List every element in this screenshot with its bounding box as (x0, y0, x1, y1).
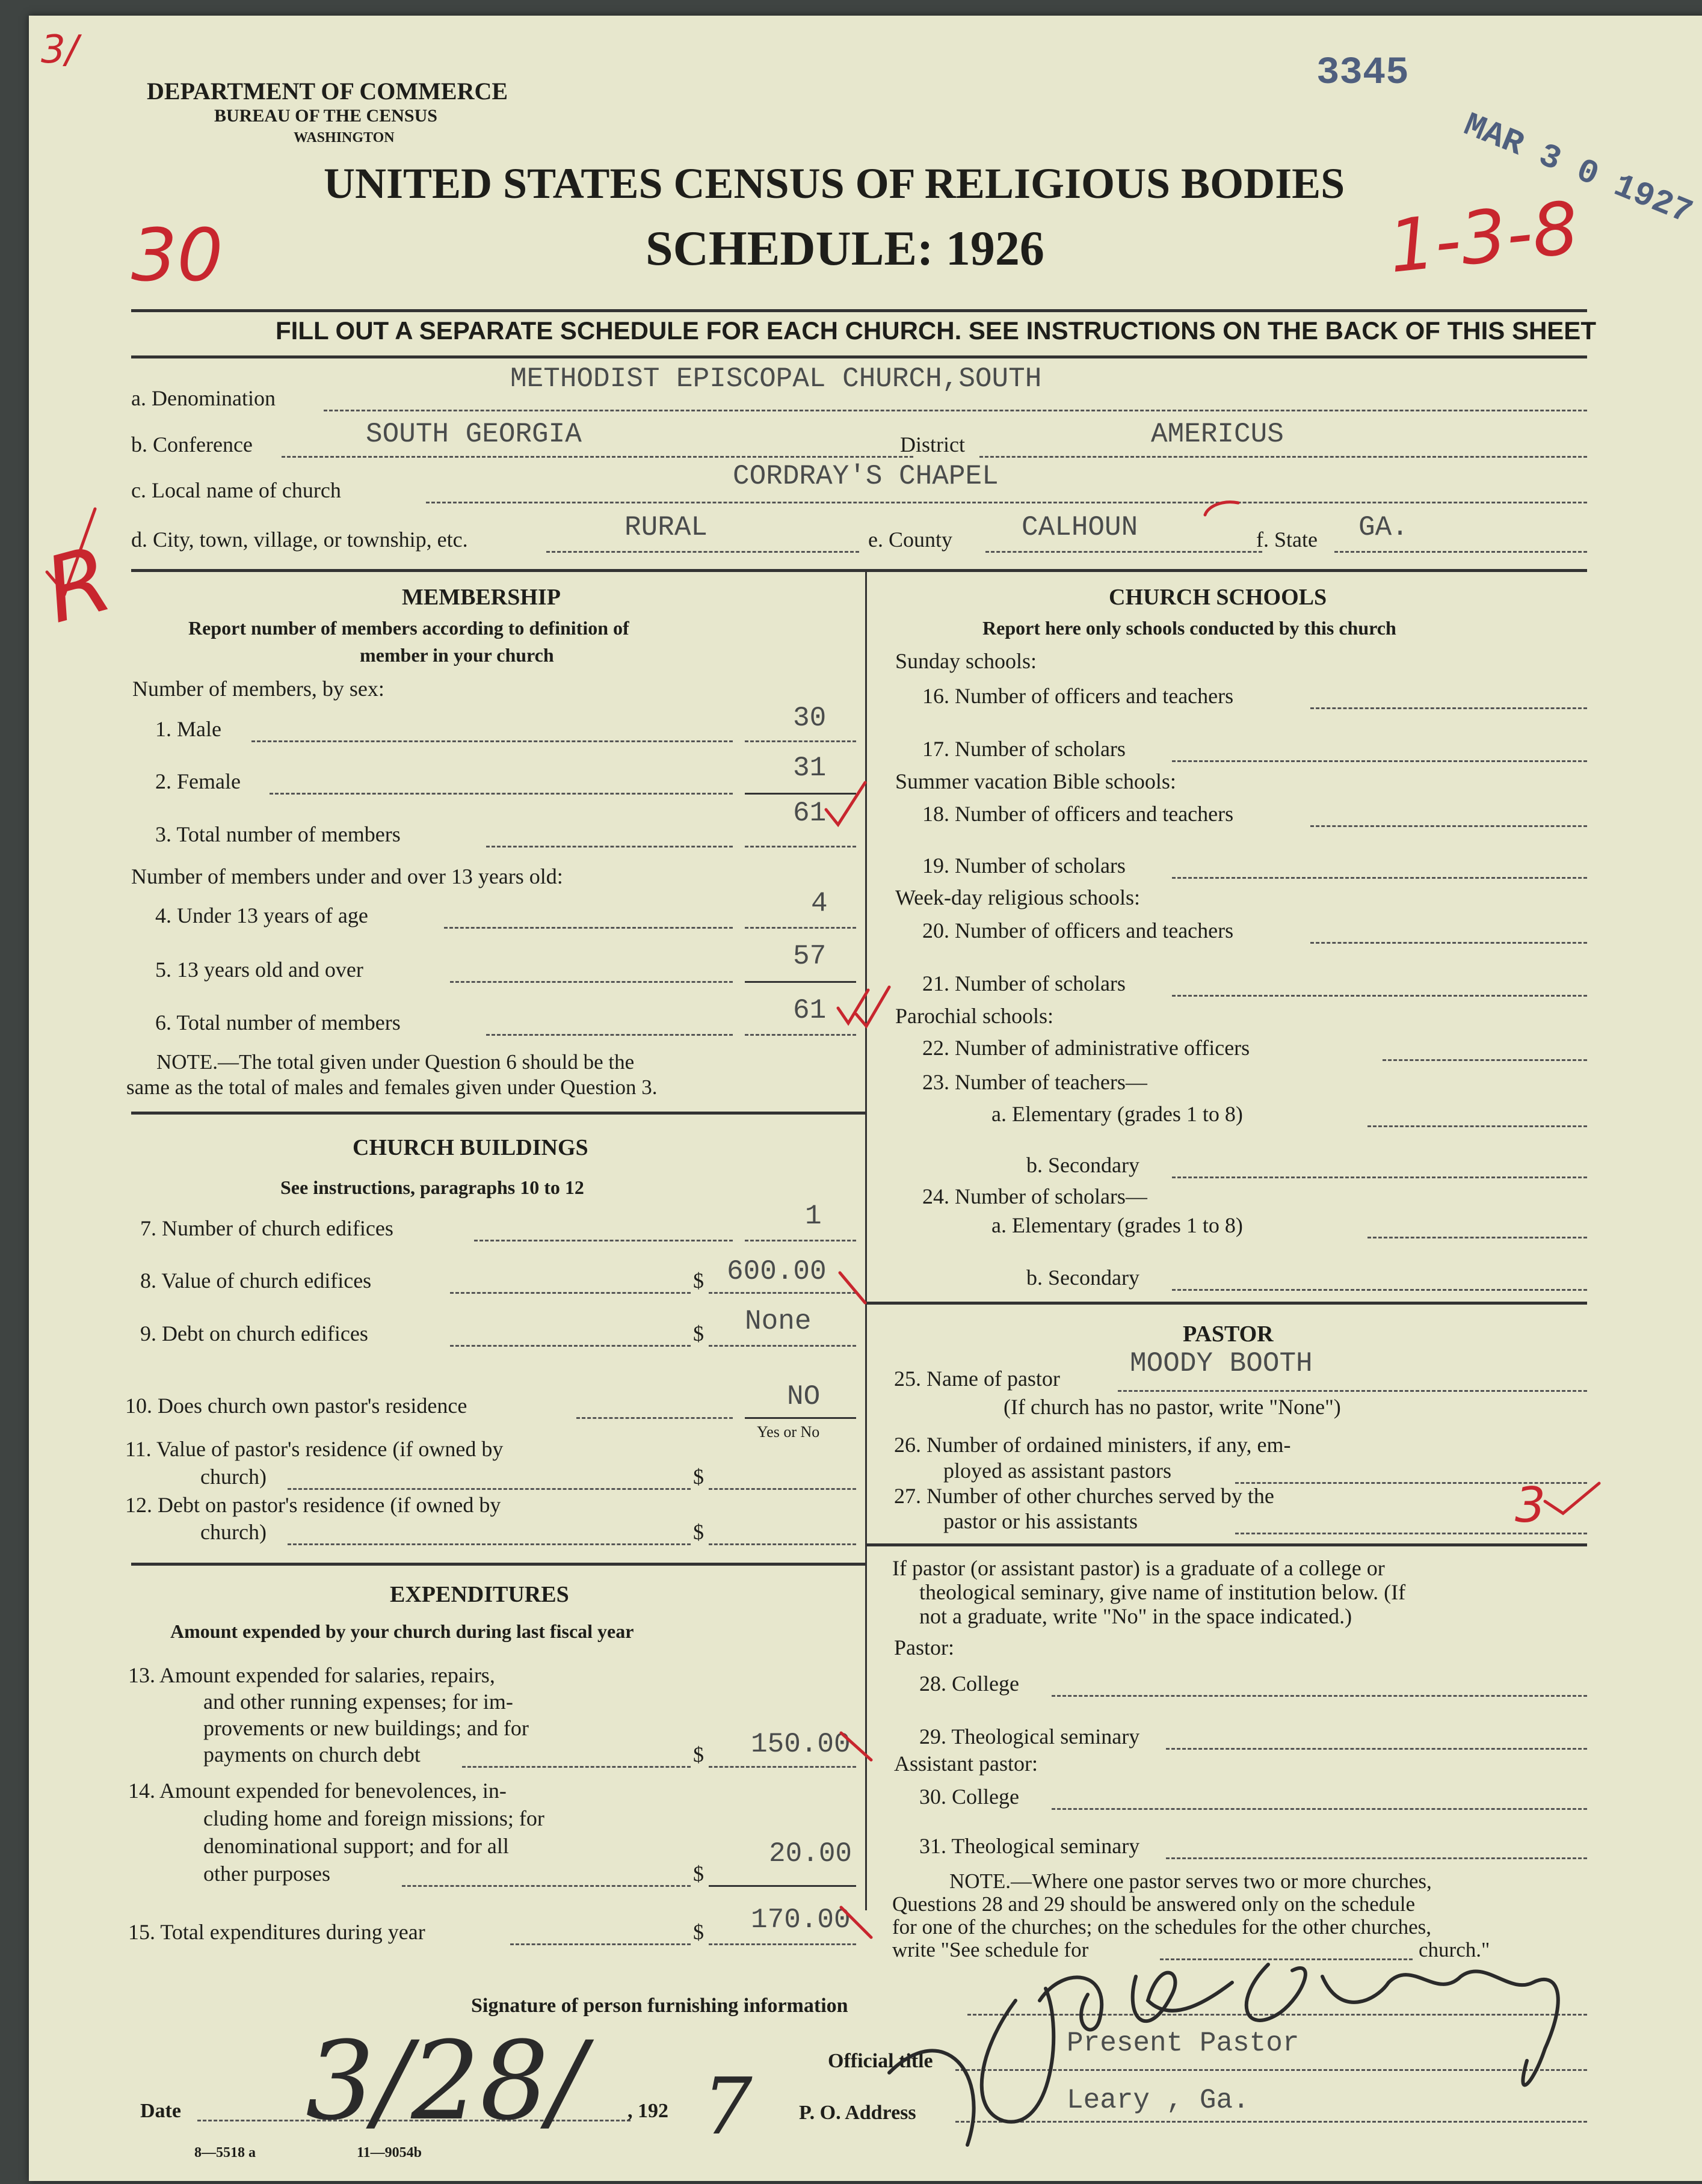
q8-dollar: $ (693, 1269, 704, 1293)
q6-label: 6. Total number of members (155, 1010, 401, 1035)
q13-label-2: and other running expenses; for im- (203, 1690, 513, 1714)
q3-label: 3. Total number of members (155, 822, 401, 846)
stamp-number: 3345 (1316, 52, 1409, 95)
signature-mark (889, 1964, 1558, 2145)
official-title-label: Official title (828, 2050, 933, 2072)
expenditures-title: EXPENDITURES (390, 1582, 569, 1607)
q1-label: 1. Male (155, 717, 221, 741)
membership-title: MEMBERSHIP (402, 585, 561, 610)
bureau-city: WASHINGTON (294, 130, 395, 146)
signature-label: Signature of person furnishing information (471, 1995, 848, 2017)
q23a-label: a. Elementary (grades 1 to 8) (991, 1102, 1243, 1126)
q21-label: 21. Number of scholars (922, 971, 1126, 995)
department-name: DEPARTMENT OF COMMERCE (147, 78, 508, 105)
graduate-note-1: If pastor (or assistant pastor) is a graduate of a college or (892, 1556, 1385, 1580)
county-value[interactable]: CALHOUN (1022, 512, 1138, 543)
pastor-note-5: church." (1419, 1938, 1490, 1961)
state-label: f. State (1256, 528, 1318, 552)
q14-dollar: $ (693, 1862, 704, 1886)
by-sex-label: Number of members, by sex: (132, 677, 384, 701)
conference-value[interactable]: SOUTH GEORGIA (366, 419, 582, 450)
local-name-label: c. Local name of church (131, 478, 341, 502)
bureau-name: BUREAU OF THE CENSUS (214, 106, 437, 126)
q9-debt-value[interactable]: None (745, 1306, 812, 1337)
q15-label: 15. Total expenditures during year (128, 1920, 425, 1944)
date-label: Date (140, 2100, 181, 2122)
form-number-1: 8—5518 a (194, 2145, 256, 2161)
q14-benevolences-value[interactable]: 20.00 (769, 1838, 853, 1869)
official-title-value[interactable]: Present Pastor (1067, 2028, 1300, 2059)
q13-label-3: provements or new buildings; and for (203, 1716, 529, 1740)
q15-total-value[interactable]: 170.00 (751, 1904, 851, 1936)
q25-note: (If church has no pastor, write "None") (1004, 1395, 1341, 1419)
graduate-note-2: theological seminary, give name of institution below. (If (919, 1580, 1406, 1604)
q11-label-2: church) (200, 1465, 267, 1489)
assistant-pastor-subhead: Assistant pastor: (894, 1752, 1038, 1776)
state-value[interactable]: GA. (1358, 512, 1408, 543)
pastor-note-3: for one of the churches; on the schedules for the other churches, (892, 1915, 1432, 1939)
q9-label: 9. Debt on church edifices (140, 1321, 368, 1346)
q26-label-1: 26. Number of ordained ministers, if any, em- (894, 1433, 1291, 1457)
membership-sub1: Report number of members according to definition of (188, 617, 629, 639)
pastor-note-4: write "See schedule for (892, 1938, 1089, 1961)
q5-over13-value[interactable]: 57 (793, 941, 827, 972)
expenditures-sub: Amount expended by your church during last fiscal year (170, 1620, 634, 1642)
q13-label-4: payments on church debt (203, 1743, 421, 1767)
sunday-schools-label: Sunday schools: (895, 649, 1037, 673)
red-annotation-left: 30 (131, 214, 223, 298)
q19-label: 19. Number of scholars (922, 854, 1126, 878)
q4-label: 4. Under 13 years of age (155, 903, 368, 927)
q9-dollar: $ (693, 1321, 704, 1346)
parochial-schools-label: Parochial schools: (895, 1004, 1053, 1028)
q7-edifices-value[interactable]: 1 (805, 1201, 822, 1232)
q24-label: 24. Number of scholars— (922, 1184, 1147, 1208)
buildings-sub: See instructions, paragraphs 10 to 12 (280, 1177, 584, 1198)
q13-running-expenses-value[interactable]: 150.00 (751, 1729, 851, 1760)
corner-handwriting: 3/ (41, 28, 79, 72)
year-prefix: , 192 (627, 2100, 668, 2122)
membership-note-line2: same as the total of males and females given under Question 3. (126, 1075, 658, 1099)
q2-female-value[interactable]: 31 (793, 752, 827, 784)
q27-other-churches-value[interactable]: 3 (1515, 1477, 1546, 1533)
q8-label: 8. Value of church edifices (140, 1269, 372, 1293)
q30-label: 30. College (919, 1785, 1019, 1809)
q11-dollar: $ (693, 1465, 704, 1489)
q4-under13-value[interactable]: 4 (811, 888, 828, 919)
buildings-title: CHURCH BUILDINGS (353, 1135, 588, 1160)
district-value[interactable]: AMERICUS (1151, 419, 1284, 450)
membership-note-line1: NOTE.—The total given under Question 6 should be the (156, 1050, 635, 1074)
by-age-label: Number of members under and over 13 years old: (131, 864, 563, 888)
q16-label: 16. Number of officers and teachers (922, 684, 1234, 708)
yes-no-hint: Yes or No (757, 1423, 820, 1441)
q14-label-4: other purposes (203, 1862, 330, 1886)
q22-label: 22. Number of administrative officers (922, 1036, 1250, 1060)
q23b-label: b. Secondary (1026, 1153, 1139, 1177)
pastor-note-1: NOTE.—Where one pastor serves two or more churches, (949, 1869, 1432, 1893)
q25-label: 25. Name of pastor (894, 1367, 1060, 1391)
schools-title: CHURCH SCHOOLS (1109, 585, 1327, 610)
weekday-schools-label: Week-day religious schools: (895, 885, 1141, 909)
city-label: d. City, town, village, or township, etc. (131, 528, 468, 552)
q15-dollar: $ (693, 1920, 704, 1944)
q14-label-1: 14. Amount expended for benevolences, in- (128, 1779, 507, 1803)
year-handwritten[interactable]: 7 (703, 2061, 753, 2152)
membership-sub2: member in your church (360, 644, 554, 666)
graduate-note-3: not a graduate, write "No" in the space indicated.) (919, 1604, 1352, 1628)
q12-label-2: church) (200, 1520, 267, 1544)
q24a-label: a. Elementary (grades 1 to 8) (991, 1213, 1243, 1237)
red-ticks (47, 502, 1599, 1937)
q1-male-value[interactable]: 30 (793, 703, 827, 734)
city-value[interactable]: RURAL (624, 512, 708, 543)
q10-residence-value[interactable]: NO (787, 1381, 821, 1412)
q6-total-value[interactable]: 61 (793, 995, 827, 1026)
q8-value-of-edifices[interactable]: 600.00 (727, 1256, 827, 1287)
q26-label-2: ployed as assistant pastors (943, 1459, 1171, 1483)
q13-dollar: $ (693, 1743, 704, 1767)
denomination-label: a. Denomination (131, 386, 276, 410)
q24b-label: b. Secondary (1026, 1266, 1139, 1290)
county-label: e. County (868, 528, 952, 552)
po-address-label: P. O. Address (799, 2102, 916, 2124)
q29-label: 29. Theological seminary (919, 1724, 1140, 1749)
red-margin-mark: R (34, 526, 122, 644)
local-name-value[interactable]: CORDRAY'S CHAPEL (733, 461, 999, 492)
pastor-note-2: Questions 28 and 29 should be answered only on the schedule (892, 1892, 1416, 1916)
denomination-value[interactable]: METHODIST EPISCOPAL CHURCH,SOUTH (510, 363, 1042, 395)
district-label: District (900, 432, 965, 457)
q13-label-1: 13. Amount expended for salaries, repairs, (128, 1663, 495, 1687)
pastor-title: PASTOR (1183, 1321, 1274, 1347)
date-handwritten[interactable]: 3/28/ (306, 2019, 585, 2144)
census-schedule-page (29, 16, 1702, 2181)
q18-label: 18. Number of officers and teachers (922, 802, 1234, 826)
q7-label: 7. Number of church edifices (140, 1216, 393, 1240)
q17-label: 17. Number of scholars (922, 737, 1126, 761)
form-number-2: 11—9054b (357, 2145, 422, 2161)
conference-label: b. Conference (131, 432, 253, 457)
instruction-banner: FILL OUT A SEPARATE SCHEDULE FOR EACH CHURCH. SEE INSTRUCTIONS ON THE BACK OF THIS SHEET (276, 316, 1596, 345)
schools-sub: Report here only schools conducted by this church (982, 617, 1396, 639)
po-address-value[interactable]: Leary , Ga. (1067, 2085, 1250, 2116)
q31-label: 31. Theological seminary (919, 1834, 1140, 1858)
q23-label: 23. Number of teachers— (922, 1070, 1147, 1094)
q10-label: 10. Does church own pastor's residence (125, 1394, 467, 1418)
pastor-subhead: Pastor: (894, 1635, 955, 1660)
form-subtitle: SCHEDULE: 1926 (646, 221, 1044, 275)
q14-label-2: cluding home and foreign missions; for (203, 1806, 544, 1830)
q12-label-1: 12. Debt on pastor's residence (if owned by (125, 1493, 501, 1517)
hand-marks-layer (29, 16, 1702, 2181)
q28-label: 28. College (919, 1672, 1019, 1696)
q5-label: 5. 13 years old and over (155, 958, 363, 982)
q2-label: 2. Female (155, 769, 241, 793)
q12-dollar: $ (693, 1520, 704, 1544)
q11-label-1: 11. Value of pastor's residence (if owned by (125, 1437, 504, 1461)
q14-label-3: denominational support; and for all (203, 1834, 509, 1858)
red-annotation-right: 1-3-8 (1384, 186, 1583, 290)
summer-schools-label: Summer vacation Bible schools: (895, 769, 1176, 793)
q3-total-value[interactable]: 61 (793, 798, 827, 829)
q27-label-1: 27. Number of other churches served by the (894, 1484, 1274, 1508)
q27-label-2: pastor or his assistants (943, 1509, 1138, 1533)
received-date-stamp: MAR 3 0 1927 (1458, 106, 1698, 233)
q25-pastor-name-value[interactable]: MOODY BOOTH (1130, 1348, 1313, 1379)
form-title: UNITED STATES CENSUS OF RELIGIOUS BODIES (324, 159, 1345, 208)
q20-label: 20. Number of officers and teachers (922, 918, 1234, 943)
